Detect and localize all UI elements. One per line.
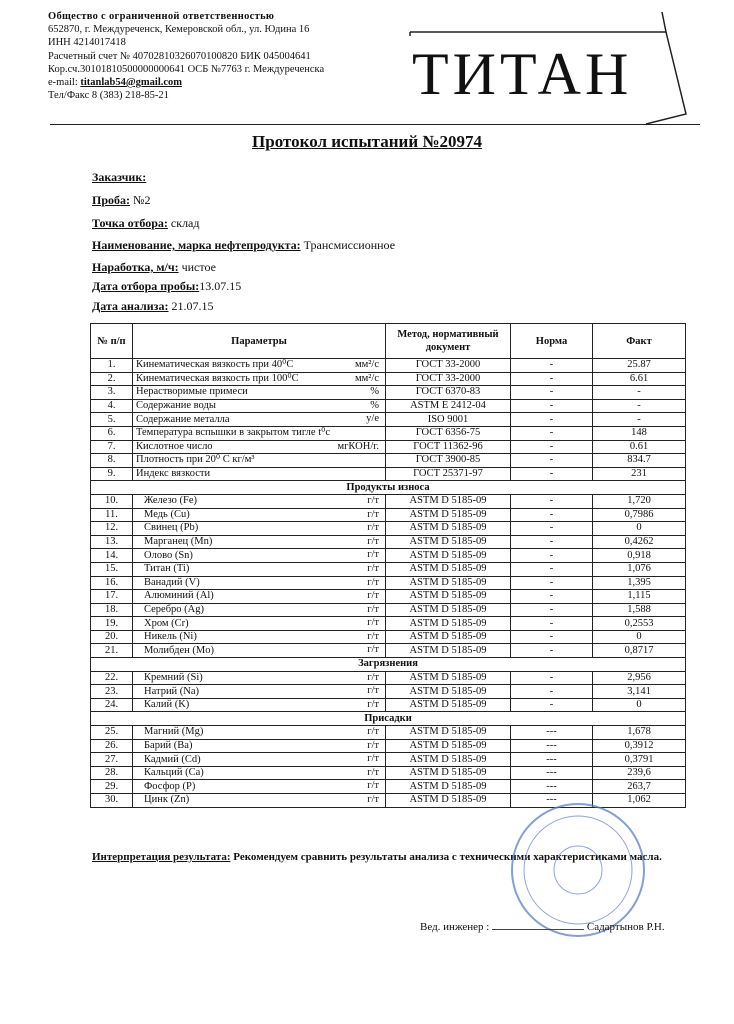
row-norm: - — [511, 426, 593, 440]
parameter-unit: г/т — [367, 535, 379, 547]
table-row — [91, 698, 686, 712]
row-fact: 148 — [593, 426, 686, 440]
row-number: 26. — [91, 739, 133, 753]
parameter-unit: г/т — [367, 726, 379, 738]
row-fact: 263,7 — [593, 780, 686, 794]
parameter-unit: г/т — [367, 794, 379, 805]
point-field — [92, 216, 199, 231]
table-header-row — [91, 324, 686, 359]
row-parameter — [133, 726, 386, 740]
signature-name: Садартынов Р.Н. — [586, 921, 665, 933]
parameter-unit: г/т — [367, 576, 379, 588]
parameter-name: Хром (Cr) — [144, 617, 189, 629]
company-info — [48, 10, 448, 102]
parameter-name: Барий (Ba) — [144, 739, 193, 751]
row-number: 1. — [91, 359, 133, 373]
parameter-name: Индекс вязкости — [136, 468, 211, 480]
row-method: ГОСТ 11362-96 — [386, 440, 511, 454]
row-parameter — [133, 413, 386, 427]
row-norm: - — [511, 562, 593, 576]
email-link[interactable]: titanlab54@gmail.com — [80, 77, 183, 89]
parameter-name: Плотность при 20⁰ С кг/м³ — [136, 454, 255, 466]
header-norm: Норма — [511, 324, 593, 359]
row-norm: - — [511, 467, 593, 481]
parameter-unit: г/т — [367, 508, 379, 520]
table-row — [91, 372, 686, 386]
row-number: 10. — [91, 494, 133, 508]
table-row — [91, 753, 686, 767]
table-row — [91, 413, 686, 427]
row-method: ASTM D 5185-09 — [386, 780, 511, 794]
row-norm: - — [511, 617, 593, 631]
interpretation-text: Рекомендуем сравнить результаты анализа с техническими характеристиками масла. — [233, 851, 662, 863]
row-norm: --- — [511, 780, 593, 794]
table-row — [91, 766, 686, 780]
parameter-name: Железо (Fe) — [144, 495, 198, 507]
analysis-date-value: 21.07.15 — [171, 299, 214, 313]
parameter-unit: г/т — [367, 780, 379, 792]
row-norm: - — [511, 386, 593, 400]
parameter-unit: г/т — [367, 617, 379, 629]
row-parameter — [133, 698, 386, 712]
row-parameter — [133, 467, 386, 481]
row-fact: 0,2553 — [593, 617, 686, 631]
sample-date-field — [92, 279, 241, 294]
parameter-name: Алюминий (Al) — [144, 590, 214, 602]
table-row — [91, 386, 686, 400]
row-fact: 1,062 — [593, 794, 686, 808]
hours-value: чистое — [181, 260, 216, 274]
parameter-unit: г/т — [367, 630, 379, 642]
row-fact: 6.61 — [593, 372, 686, 386]
parameter-name: Кинематическая вязкость при 40⁰С — [136, 359, 294, 371]
hours-field — [92, 260, 216, 275]
row-number: 7. — [91, 440, 133, 454]
parameter-name: Содержание металла — [136, 413, 230, 425]
section-additives — [91, 712, 686, 726]
row-fact: 3,141 — [593, 685, 686, 699]
section-title: Присадки — [91, 712, 686, 726]
row-number: 11. — [91, 508, 133, 522]
document-title: Протокол испытаний №20974 — [252, 132, 482, 151]
row-fact: 0 — [593, 630, 686, 644]
row-norm: - — [511, 454, 593, 468]
row-fact: 2,956 — [593, 671, 686, 685]
row-fact: 0,3912 — [593, 739, 686, 753]
row-parameter — [133, 359, 386, 373]
row-number: 15. — [91, 562, 133, 576]
row-method: ASTM D 5185-09 — [386, 630, 511, 644]
row-parameter — [133, 780, 386, 794]
parameter-name: Содержание воды — [136, 400, 216, 412]
company-phone: Тел/Факс 8 (383) 218-85-21 — [48, 90, 169, 102]
row-number: 2. — [91, 372, 133, 386]
header-fact: Факт — [593, 324, 686, 359]
titan-logo: ТИТАН — [412, 41, 633, 107]
product-value: Трансмиссионное — [303, 238, 396, 252]
table-row — [91, 685, 686, 699]
parameter-name: Кинематическая вязкость при 100⁰С — [136, 372, 299, 384]
header-param: Параметры — [133, 324, 386, 359]
row-method: ГОСТ 3900-85 — [386, 454, 511, 468]
company-account: Расчетный счет № 40702810326070100820 БИК 045004641 — [48, 50, 311, 62]
row-parameter — [133, 562, 386, 576]
company-inn: ИНН 4214017418 — [48, 37, 126, 49]
parameter-unit: мм²/с — [354, 359, 379, 370]
row-norm: --- — [511, 753, 593, 767]
parameter-name: Температура вспышки в закрытом тигле t⁰с — [136, 427, 330, 439]
row-method: ASTM D 5185-09 — [386, 753, 511, 767]
point-value: склад — [170, 216, 200, 230]
table-row — [91, 522, 686, 536]
sample-field — [92, 193, 150, 208]
row-parameter — [133, 576, 386, 590]
row-parameter — [133, 617, 386, 631]
parameter-unit: мм²/с — [354, 372, 379, 384]
row-number: 18. — [91, 603, 133, 617]
customer-field — [92, 170, 146, 185]
row-method: ASTM D 5185-09 — [386, 590, 511, 604]
parameter-name: Натрий (Na) — [144, 685, 200, 697]
row-method: ASTM D 5185-09 — [386, 603, 511, 617]
table-row — [91, 359, 686, 373]
row-parameter — [133, 630, 386, 644]
row-number: 21. — [91, 644, 133, 658]
parameter-unit: г/т — [367, 753, 379, 765]
section-title: Продукты износа — [91, 481, 686, 495]
company-email-line — [48, 76, 448, 89]
table-row — [91, 590, 686, 604]
interpretation-label: Интерпретация результата: — [92, 851, 231, 863]
product-field — [92, 238, 395, 253]
parameter-unit: г/т — [367, 739, 379, 751]
parameter-name: Ванадий (V) — [144, 576, 200, 588]
parameter-unit: г/т — [367, 603, 379, 615]
parameter-name: Фосфор (P) — [144, 780, 196, 792]
row-parameter — [133, 426, 386, 440]
row-method: ASTM D 5185-09 — [386, 562, 511, 576]
row-method: ISO 9001 — [386, 413, 511, 427]
parameter-name: Титан (Ti) — [144, 563, 190, 575]
table-row — [91, 467, 686, 481]
row-parameter — [133, 794, 386, 808]
row-parameter — [133, 535, 386, 549]
row-number: 5. — [91, 413, 133, 427]
parameter-unit: г/т — [367, 494, 379, 506]
row-parameter — [133, 399, 386, 413]
row-parameter — [133, 372, 386, 386]
row-norm: - — [511, 440, 593, 454]
table-row — [91, 494, 686, 508]
row-method: ASTM D 5185-09 — [386, 535, 511, 549]
row-method: ГОСТ 6370-83 — [386, 386, 511, 400]
row-number: 19. — [91, 617, 133, 631]
row-number: 6. — [91, 426, 133, 440]
parameter-name: Магний (Mg) — [144, 726, 204, 738]
customer-label: Заказчик: — [92, 170, 147, 184]
row-method: ASTM D 5185-09 — [386, 794, 511, 808]
row-fact: 1,678 — [593, 726, 686, 740]
row-number: 12. — [91, 522, 133, 536]
row-parameter — [133, 549, 386, 563]
parameter-unit: г/т — [367, 685, 379, 697]
row-number: 29. — [91, 780, 133, 794]
row-number: 22. — [91, 671, 133, 685]
results-table — [90, 323, 686, 808]
table-row — [91, 454, 686, 468]
header-num: № п/п — [91, 324, 133, 359]
section-title: Загрязнения — [91, 658, 686, 672]
row-parameter — [133, 386, 386, 400]
row-norm: - — [511, 576, 593, 590]
row-norm: - — [511, 522, 593, 536]
row-method: ASTM D 5185-09 — [386, 766, 511, 780]
header-method: Метод, нормативный документ — [386, 324, 511, 359]
signature-line — [420, 921, 665, 933]
row-fact: - — [593, 413, 686, 427]
row-number: 4. — [91, 399, 133, 413]
row-norm: - — [511, 671, 593, 685]
row-number: 30. — [91, 794, 133, 808]
row-norm: - — [511, 590, 593, 604]
table-row — [91, 726, 686, 740]
parameter-unit: г/т — [367, 562, 379, 574]
parameter-name: Олово (Sn) — [144, 549, 193, 561]
row-method: ASTM D 5185-09 — [386, 644, 511, 658]
row-method: ASTM D 5185-09 — [386, 726, 511, 740]
parameter-name: Серебро (Ag) — [144, 603, 204, 615]
row-norm: - — [511, 603, 593, 617]
row-fact: 1,395 — [593, 576, 686, 590]
row-norm: - — [511, 698, 593, 712]
row-method: ASTM D 5185-09 — [386, 685, 511, 699]
row-parameter — [133, 454, 386, 468]
row-number: 23. — [91, 685, 133, 699]
parameter-name: Кислотное число — [136, 440, 213, 452]
row-method: ASTM D 5185-09 — [386, 671, 511, 685]
row-norm: --- — [511, 766, 593, 780]
parameter-name: Молибден (Mo) — [144, 644, 214, 656]
table-row — [91, 617, 686, 631]
row-fact: 0,4262 — [593, 535, 686, 549]
header-divider — [50, 124, 700, 125]
round-stamp — [508, 800, 648, 940]
row-parameter — [133, 603, 386, 617]
row-number: 27. — [91, 753, 133, 767]
row-method: ГОСТ 25371-97 — [386, 467, 511, 481]
company-address: 652870, г. Междуреченск, Кемеровской обл., ул. Юдина 16 — [48, 24, 310, 36]
row-number: 3. — [91, 386, 133, 400]
section-wear-products — [91, 481, 686, 495]
row-norm: - — [511, 372, 593, 386]
table-row — [91, 535, 686, 549]
row-norm: --- — [511, 726, 593, 740]
signature-role: Вед. инженер : — [420, 921, 490, 933]
row-norm: - — [511, 494, 593, 508]
row-parameter — [133, 671, 386, 685]
row-fact: - — [593, 399, 686, 413]
row-fact: 0 — [593, 522, 686, 536]
parameter-unit: мгКОН/г. — [337, 440, 379, 452]
parameter-name: Кадмий (Cd) — [144, 753, 201, 765]
row-method: ASTM E 2412-04 — [386, 399, 511, 413]
table-row — [91, 549, 686, 563]
row-number: 16. — [91, 576, 133, 590]
row-norm: - — [511, 630, 593, 644]
row-parameter — [133, 508, 386, 522]
row-method: ASTM D 5185-09 — [386, 576, 511, 590]
parameter-unit: г/т — [367, 522, 379, 534]
row-norm: - — [511, 508, 593, 522]
row-method: ГОСТ 6356-75 — [386, 426, 511, 440]
row-number: 8. — [91, 454, 133, 468]
row-method: ГОСТ 33-2000 — [386, 359, 511, 373]
row-norm: - — [511, 685, 593, 699]
parameter-name: Никель (Ni) — [144, 631, 197, 643]
table-row — [91, 603, 686, 617]
row-parameter — [133, 739, 386, 753]
row-number: 17. — [91, 590, 133, 604]
parameter-unit: % — [370, 386, 379, 398]
row-number: 25. — [91, 726, 133, 740]
parameter-name: Свинец (Pb) — [144, 522, 199, 534]
row-number: 9. — [91, 467, 133, 481]
row-fact: 0.61 — [593, 440, 686, 454]
company-name: Общество с ограниченной ответственностью — [48, 11, 275, 22]
parameter-name: Кальций (Ca) — [144, 767, 204, 779]
row-method: ASTM D 5185-09 — [386, 698, 511, 712]
parameter-name: Кремний (Si) — [144, 671, 203, 683]
table-row — [91, 426, 686, 440]
row-norm: - — [511, 644, 593, 658]
company-corr-account: Кор.сч.30101810500000000641 ОСБ №7763 г. Междуреченска — [48, 63, 325, 75]
row-parameter — [133, 522, 386, 536]
row-fact: 1,076 — [593, 562, 686, 576]
email-label: e-mail: — [48, 77, 78, 89]
table-row — [91, 739, 686, 753]
parameter-unit: г/т — [367, 698, 379, 710]
parameter-name: Цинк (Zn) — [144, 794, 190, 806]
row-method: ГОСТ 33-2000 — [386, 372, 511, 386]
row-number: 13. — [91, 535, 133, 549]
table-row — [91, 644, 686, 658]
row-norm: - — [511, 359, 593, 373]
row-fact: 0,3791 — [593, 753, 686, 767]
row-fact: 0,918 — [593, 549, 686, 563]
row-parameter — [133, 644, 386, 658]
row-fact: 0 — [593, 698, 686, 712]
table-row — [91, 440, 686, 454]
row-norm: --- — [511, 739, 593, 753]
row-norm: --- — [511, 794, 593, 808]
row-method: ASTM D 5185-09 — [386, 508, 511, 522]
point-label: Точка отбора: — [92, 216, 168, 230]
row-fact: 1,115 — [593, 590, 686, 604]
row-number: 28. — [91, 766, 133, 780]
parameter-name: Нерастворимые примеси — [136, 386, 248, 398]
section-contaminants — [91, 658, 686, 672]
row-method: ASTM D 5185-09 — [386, 522, 511, 536]
row-norm: - — [511, 413, 593, 427]
parameter-name: Калий (K) — [144, 699, 190, 711]
row-method: ASTM D 5185-09 — [386, 617, 511, 631]
row-fact: 0,8717 — [593, 644, 686, 658]
table-row — [91, 399, 686, 413]
row-number: 24. — [91, 698, 133, 712]
parameter-unit: г/т — [367, 644, 379, 656]
parameter-name: Марганец (Mn) — [144, 536, 213, 548]
parameter-unit: у/е — [366, 413, 379, 425]
row-norm: - — [511, 399, 593, 413]
row-method: ASTM D 5185-09 — [386, 549, 511, 563]
hours-label: Наработка, м/ч: — [92, 260, 179, 274]
row-norm: - — [511, 535, 593, 549]
sample-date-value: 13.07.15 — [199, 279, 242, 293]
sample-label: Проба: — [92, 193, 131, 207]
parameter-unit: г/т — [367, 766, 379, 778]
sample-date-label: Дата отбора пробы: — [92, 279, 200, 293]
table-row — [91, 630, 686, 644]
analysis-date-field — [92, 299, 213, 314]
table-row — [91, 562, 686, 576]
table-row — [91, 671, 686, 685]
row-number: 20. — [91, 630, 133, 644]
table-row — [91, 508, 686, 522]
product-label: Наименование, марка нефтепродукта: — [92, 238, 301, 252]
parameter-unit: г/т — [367, 590, 379, 602]
signature-blank — [492, 929, 584, 930]
row-parameter — [133, 440, 386, 454]
row-method: ASTM D 5185-09 — [386, 494, 511, 508]
table-body — [91, 359, 686, 808]
row-norm: - — [511, 549, 593, 563]
row-fact: 239,6 — [593, 766, 686, 780]
row-method: ASTM D 5185-09 — [386, 739, 511, 753]
row-parameter — [133, 590, 386, 604]
analysis-date-label: Дата анализа: — [92, 299, 169, 313]
row-parameter — [133, 494, 386, 508]
row-fact: 834.7 — [593, 454, 686, 468]
row-parameter — [133, 685, 386, 699]
parameter-unit: г/т — [367, 549, 379, 561]
row-fact: 0,7986 — [593, 508, 686, 522]
parameter-name: Медь (Cu) — [144, 508, 190, 520]
row-fact: 1,720 — [593, 494, 686, 508]
sample-value: №2 — [133, 193, 151, 207]
row-fact: 25.87 — [593, 359, 686, 373]
row-number: 14. — [91, 549, 133, 563]
parameter-unit: % — [370, 399, 379, 411]
row-parameter — [133, 753, 386, 767]
table-row — [91, 780, 686, 794]
row-fact: - — [593, 386, 686, 400]
row-fact: 231 — [593, 467, 686, 481]
row-parameter — [133, 766, 386, 780]
parameter-unit: г/т — [367, 671, 379, 683]
row-fact: 1,588 — [593, 603, 686, 617]
table-row — [91, 576, 686, 590]
